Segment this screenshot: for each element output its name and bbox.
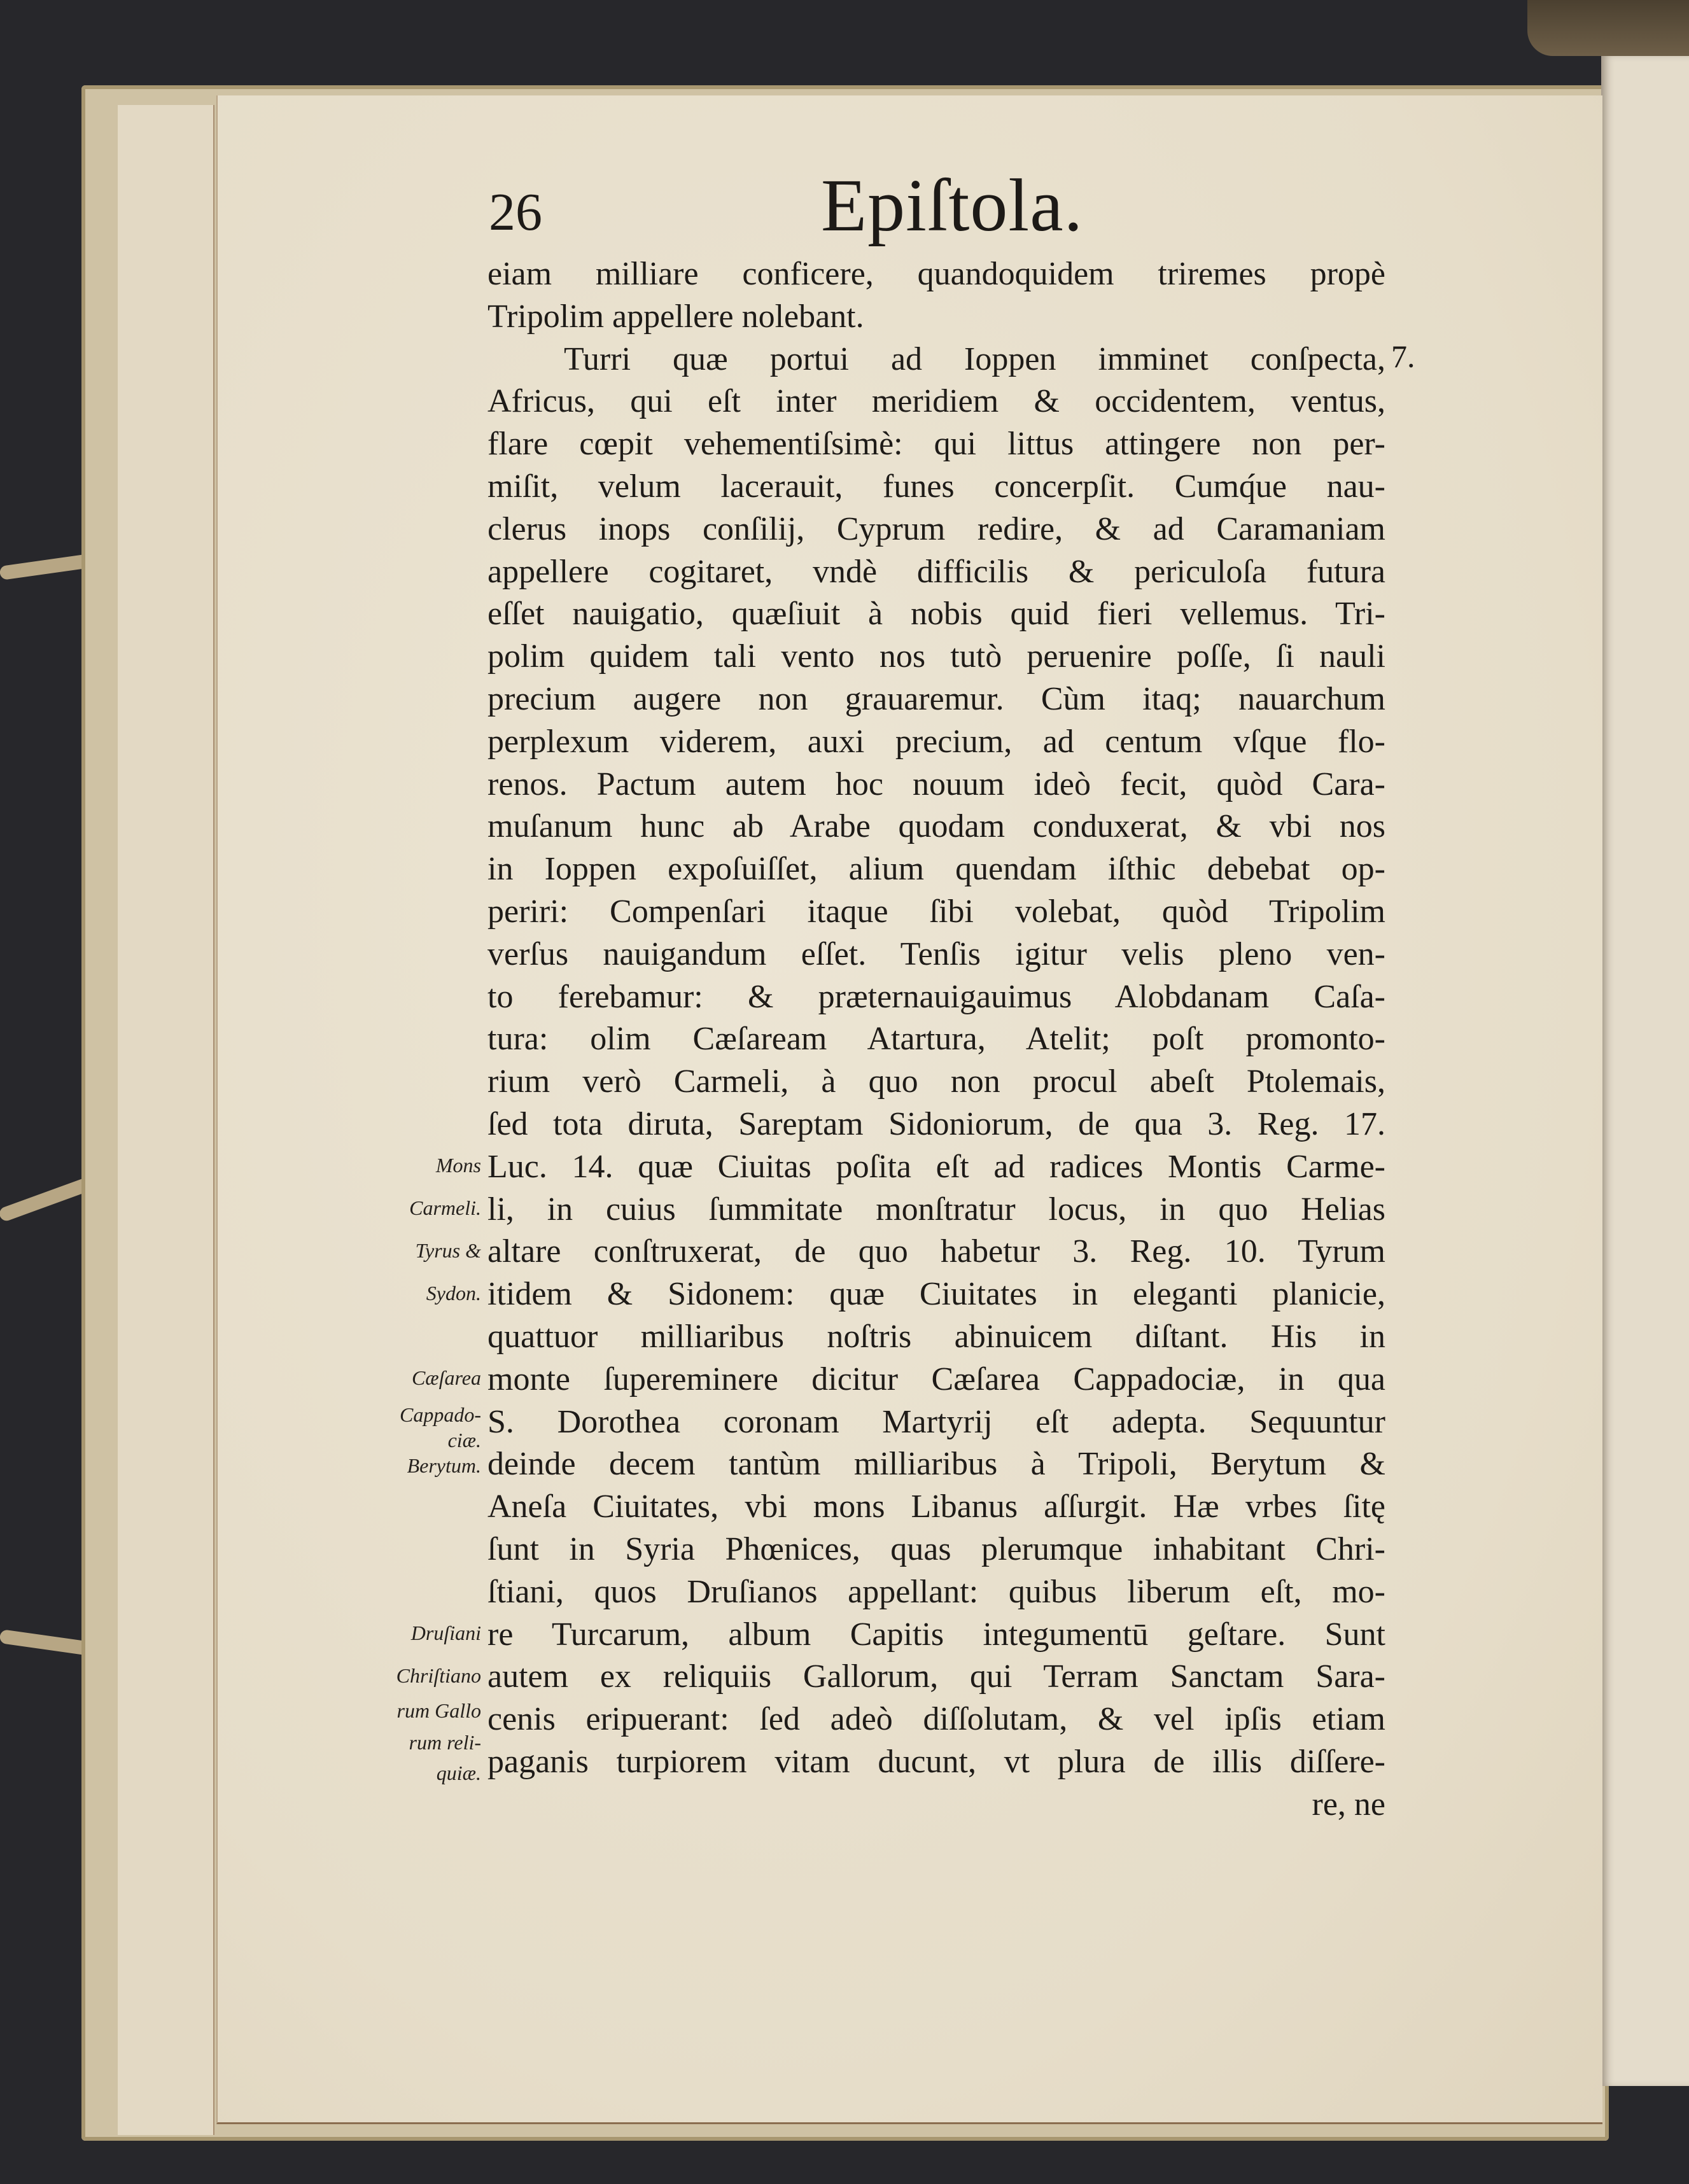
running-title: Epiſtola. [821, 164, 1084, 247]
tie-cord [0, 1177, 92, 1222]
text-line: to ferebamur: & præternauigauimus Alobdanam Caſa- [487, 978, 1385, 1015]
text-line: polim quidem tali vento nos tutò peruenire poſſe, ſi nauli [487, 638, 1385, 675]
margin-note: Chriſtiano [396, 1664, 481, 1687]
book-binding [1527, 0, 1689, 56]
text-line: rium verò Carmeli, à quo non procul abeſt Ptolemais, [487, 1063, 1385, 1100]
margin-note: Carmeli. [409, 1196, 481, 1219]
margin-note: Sydon. [426, 1282, 481, 1305]
margin-note: Cæſarea [411, 1366, 481, 1389]
text-line: eiam milliare conficere, quandoquidem triremes propè [487, 256, 1385, 292]
margin-note: rum Gallo [396, 1699, 481, 1722]
page-header [0, 162, 1689, 245]
text-line: eſſet nauigatio, quæſiuit à nobis quid fieri vellemus. Tri- [487, 596, 1385, 633]
text-line: ſtiani, quos Druſianos appellant: quibus liberum eſt, mo- [487, 1573, 1385, 1610]
margin-note: rum reli- [409, 1731, 481, 1754]
text-line: cenis eripuerant: ſed adeò diſſolutam, & vel ipſis etiam [487, 1701, 1385, 1738]
text-line: verſus nauigandum eſſet. Tenſis igitur velis pleno ven- [487, 935, 1385, 972]
text-line: Aneſa Ciuitates, vbi mons Libanus aſſurgit. Hæ vrbes ſitę [487, 1488, 1385, 1525]
margin-note: Cappado- [400, 1403, 481, 1426]
text-line: Luc. 14. quæ Ciuitas poſita eſt ad radices Montis Carme- [487, 1148, 1385, 1185]
text-line: Tripolim appellere nolebant. [487, 298, 864, 335]
margin-note: quiæ. [436, 1761, 481, 1784]
text-line: miſit, velum lacerauit, funes concerpſit. Cumq́ue nau- [487, 468, 1385, 505]
text-line: Turri quæ portui ad Ioppen imminet conſpecta, [564, 340, 1385, 377]
text-line: re Turcarum, album Capitis integumentū geſtare. Sunt [487, 1616, 1385, 1653]
text-line: clerus inops conſilij, Cyprum redire, & ad Caramaniam [487, 510, 1385, 547]
catchword: re, ne [1312, 1786, 1385, 1823]
text-line: tura: olim Cæſaream Atartura, Atelit; poſt promonto- [487, 1021, 1385, 1058]
margin-note: Berytum. [407, 1454, 481, 1477]
text-line: li, in cuius ſummitate monſtratur locus, in quo Helias [487, 1191, 1385, 1228]
text-line: periri: Compenſari itaque ſibi volebat, quòd Tripolim [487, 893, 1385, 930]
text-line: altare conſtruxerat, de quo habetur 3. Reg. 10. Tyrum [487, 1233, 1385, 1270]
text-line: in Ioppen expoſuiſſet, alium quendam iſthic debebat op- [487, 851, 1385, 888]
body-text [487, 253, 1385, 1826]
margin-note: Mons [435, 1154, 481, 1177]
section-marker: 7. [1391, 339, 1415, 374]
margin-note: Druſiani [410, 1621, 481, 1644]
text-line: Africus, qui eſt inter meridiem & occidentem, ventus, [487, 383, 1385, 420]
text-line: ſed tota diruta, Sareptam Sidoniorum, de qua 3. Reg. 17. [487, 1105, 1385, 1142]
text-line: quattuor milliaribus noſtris abinuicem diſtant. His in [487, 1318, 1385, 1355]
page-number: 26 [489, 183, 542, 242]
text-line: muſanum hunc ab Arabe quodam conduxerat, & vbi nos [487, 808, 1385, 845]
text-line: appellere cogitaret, vndè difficilis & periculoſa futura [487, 553, 1385, 590]
page-stack-edge [191, 105, 214, 2135]
text-line: autem ex reliquiis Gallorum, qui Terram Sanctam Sara- [487, 1658, 1385, 1695]
text-line: deinde decem tantùm milliaribus à Tripoli, Berytum & [487, 1446, 1385, 1483]
text-line: precium augere non grauaremur. Cùm itaq; nauarchum [487, 680, 1385, 717]
text-line: monte ſupereminere dicitur Cæſarea Cappadociæ, in qua [487, 1361, 1385, 1397]
margin-note: ciæ. [447, 1429, 481, 1452]
text-line: ſunt in Syria Phœnices, quas plerumque inhabitant Chri- [487, 1530, 1385, 1567]
text-line: renos. Pactum autem hoc nouum ideò fecit, quòd Cara- [487, 766, 1385, 802]
text-line: flare cœpit vehementiſsimè: qui littus attingere non per- [487, 426, 1385, 463]
text-line: perplexum viderem, auxi precium, ad centum vſque flo- [487, 723, 1385, 760]
text-line: itidem & Sidonem: quæ Ciuitates in eleganti planicie, [487, 1276, 1385, 1313]
margin-note: Tyrus & [415, 1239, 481, 1262]
facing-page-edge [1601, 56, 1689, 2086]
text-line: S. Dorothea coronam Martyrij eſt adepta. Sequuntur [487, 1403, 1385, 1440]
text-line: paganis turpiorem vitam ducunt, vt plura de illis diſſere- [487, 1743, 1385, 1780]
